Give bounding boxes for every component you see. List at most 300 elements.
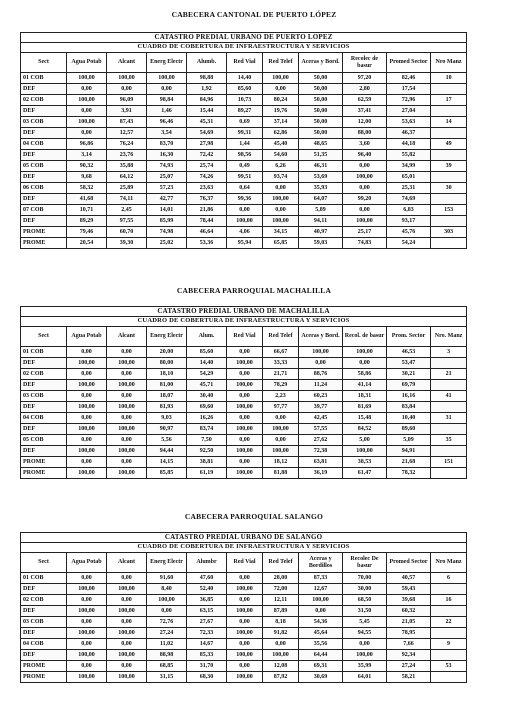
block-count [431,650,467,661]
column-header: Red Vial [227,327,263,347]
table-cell: 88,76 [299,369,343,380]
table-cell: 80,24 [263,95,299,106]
row-label: PROME [21,468,67,479]
table-cell: 3,14 [67,150,107,161]
table-cell: 53,47 [387,358,431,369]
table-cell: 60,32 [387,606,431,617]
table-cell: 88,00 [343,128,387,139]
row-label: 04 COB [21,413,67,424]
table-cell: 16,30 [147,150,187,161]
table-cell: 94,91 [387,446,431,457]
row-label: DEF [21,402,67,413]
table-cell: 47,60 [187,573,227,584]
table-cell: 18,31 [343,391,387,402]
table-cell: 65,01 [387,172,431,183]
table-cell: 0,00 [107,391,147,402]
table-cell: 0,00 [107,435,147,446]
table-cell: 50,00 [299,84,343,95]
table-cell: 91,60 [147,573,187,584]
table-row [21,468,467,479]
table-cell: 96,86 [67,139,107,150]
row-label: 05 COB [21,435,67,446]
table-cell: 0,00 [227,595,263,606]
table-cell: 0,00 [67,617,107,628]
table-cell: 0,00 [147,606,187,617]
column-header: Alum. [187,327,227,347]
table-row [21,595,467,606]
table-cell: 100,00 [343,347,387,358]
table-cell: 0,00 [107,661,147,672]
table-cell: 72,33 [187,628,227,639]
table-row [21,369,467,380]
table-cell: 69,31 [299,661,343,672]
table-cell: 36,19 [299,468,343,479]
table-cell: 54,60 [263,150,299,161]
table-row [21,573,467,584]
table-cell: 0,00 [227,457,263,468]
table-cell: 0,00 [67,595,107,606]
table-cell: 0,00 [67,573,107,584]
table-cell: 6,26 [263,161,299,172]
table-cell: 40,97 [299,227,343,238]
table-cell: 14,67 [187,639,227,650]
block-count [431,606,467,617]
table-cell: 31,15 [147,672,187,683]
column-header: Alumbr [187,553,227,573]
table-cell: 11,02 [147,639,187,650]
table-cell: 9,03 [147,413,187,424]
table-cell: 100,00 [107,468,147,479]
block-count: 303 [431,227,467,238]
table-cell: 0,00 [263,435,299,446]
table-cell: 90,32 [67,161,107,172]
table-cell: 62,59 [343,95,387,106]
table-cell: 3,91 [107,106,147,117]
table-cell: 58,32 [67,183,107,194]
table-cell: 38,81 [187,457,227,468]
table-row [21,117,467,128]
table-cell: 21,86 [187,205,227,216]
table-cell: 27,62 [299,435,343,446]
table-row [21,380,467,391]
table-cell: 72,96 [387,95,431,106]
table-cell: 89,60 [387,424,431,435]
column-header: Agua Potab [67,553,107,573]
table-cell: 100,00 [299,595,343,606]
table-cell: 30,69 [299,672,343,683]
table-cell: 80,00 [147,358,187,369]
table-cell: 100,00 [67,672,107,683]
table-cell: 60,23 [299,391,343,402]
table-cell: 35,99 [343,661,387,672]
table-cell: 98,88 [187,73,227,84]
table-cell: 99,31 [227,128,263,139]
table-cell: 53,36 [187,238,227,249]
table-cell: 98,84 [147,95,187,106]
table-cell: 20,00 [147,347,187,358]
column-header: Prom. Sector [387,327,431,347]
table-row [21,617,467,628]
column-header: Aceras y Bord. [299,53,343,73]
block-count: 41 [431,391,467,402]
table-subcaption: CUADRO DE COBERTURA DE INFRAESTRUCTURA Y SERVICIOS [21,543,467,553]
row-label: DEF [21,150,67,161]
row-label: DEF [21,106,67,117]
table-cell: 100,00 [107,358,147,369]
table-cell: 100,00 [227,216,263,227]
table-row [21,424,467,435]
table-cell: 50,00 [299,95,343,106]
block-count [431,84,467,95]
block-count [431,380,467,391]
table-cell: 87,89 [263,606,299,617]
row-label: 02 COB [21,95,67,106]
row-label: 01 COB [21,73,67,84]
table-cell: 0,00 [343,358,387,369]
table-cell: 0,00 [263,205,299,216]
column-header: Sect [21,53,67,73]
table-cell: 100,00 [107,628,147,639]
table-cell: 1,46 [147,106,187,117]
coverage-table-machalilla [20,306,467,479]
table-cell: 78,95 [387,628,431,639]
table-cell: 0,00 [107,573,147,584]
row-label: 04 COB [21,139,67,150]
table-cell: 0,00 [107,84,147,95]
table-cell: 85,99 [147,216,187,227]
table-cell: 5,09 [387,435,431,446]
table-cell: 0,00 [299,606,343,617]
table-cell: 23,76 [107,150,147,161]
column-header: Agua Potab [67,53,107,73]
table-cell: 96,40 [343,150,387,161]
table-row [21,161,467,172]
row-label: PROME [21,672,67,683]
table-cell: 0,00 [343,639,387,650]
table-cell: 8,18 [263,617,299,628]
block-count: 31 [431,413,467,424]
table-cell: 41,14 [343,380,387,391]
table-cell: 74,83 [343,238,387,249]
table-subcaption: CUADRO DE COBERTURA DE INFRAESTRUCTURA Y SERVICIOS [21,43,467,53]
row-label: 02 COB [21,595,67,606]
block-count: 14 [431,117,467,128]
row-label: DEF [21,128,67,139]
table-cell: 54,69 [187,128,227,139]
column-header: Promed Sector [387,53,431,73]
block-count: 6 [431,573,467,584]
block-count [431,194,467,205]
table-cell: 0,00 [343,161,387,172]
table-cell: 100,00 [343,216,387,227]
table-row [21,639,467,650]
table-row [21,172,467,183]
table-cell: 100,00 [67,650,107,661]
block-count: 17 [431,95,467,106]
table-cell: 76,37 [187,194,227,205]
table-cell: 0,69 [227,117,263,128]
table-cell: 100,00 [107,606,147,617]
column-header: Nro. Manz [431,327,467,347]
table-row [21,106,467,117]
block-count [431,238,467,249]
table-cell: 34,99 [387,161,431,172]
table-cell: 0,00 [107,369,147,380]
table-cell: 18,10 [147,369,187,380]
row-label: 01 COB [21,573,67,584]
table-cell: 5,00 [343,435,387,446]
table-row [21,650,467,661]
table-row [21,672,467,683]
table-cell: 63,81 [299,457,343,468]
table-cell: 5,89 [299,205,343,216]
table-cell: 100,00 [107,650,147,661]
table-cell: 21,68 [387,457,431,468]
table-cell: 63,15 [187,606,227,617]
table-cell: 0,00 [227,617,263,628]
table-cell: 72,38 [299,446,343,457]
table-cell: 100,00 [67,468,107,479]
table-cell: 44,18 [387,139,431,150]
table-cell: 2,45 [107,205,147,216]
table-cell: 92,34 [387,650,431,661]
table-row [21,446,467,457]
table-cell: 0,00 [67,413,107,424]
table-cell: 0,49 [227,161,263,172]
table-row [21,238,467,249]
table-cell: 84,52 [343,424,387,435]
table-cell: 72,42 [187,150,227,161]
table-cell: 30,21 [387,369,431,380]
table-cell: 70,00 [343,573,387,584]
table-cell: 100,00 [227,628,263,639]
block-count: 22 [431,617,467,628]
table-cell: 16,26 [187,413,227,424]
table-cell: 100,00 [227,424,263,435]
table-cell: 97,20 [343,73,387,84]
table-cell: 12,08 [263,661,299,672]
table-cell: 27,98 [187,139,227,150]
table-cell: 28,00 [263,573,299,584]
column-header: Aceras y Bord. [299,327,343,347]
table-cell: 1,92 [187,84,227,95]
table-row [21,435,467,446]
table-cell: 74,98 [147,227,187,238]
table-cell: 11,24 [299,380,343,391]
table-cell: 99,36 [227,194,263,205]
table-cell: 87,33 [299,573,343,584]
table-cell: 0,00 [67,347,107,358]
table-cell: 100,00 [67,73,107,84]
table-cell: 45,31 [187,117,227,128]
row-label: PROME [21,661,67,672]
column-header: Alcant [107,53,147,73]
table-row [21,128,467,139]
table-cell: 81,69 [343,402,387,413]
column-header: Energ Electr [147,553,187,573]
table-cell: 100,00 [263,216,299,227]
table-cell: 45,71 [187,380,227,391]
table-cell: 35,88 [107,161,147,172]
row-label: DEF [21,606,67,617]
table-cell: 0,00 [343,205,387,216]
block-count: 39 [431,161,467,172]
table-cell: 8,40 [147,584,187,595]
table-cell: 100,00 [67,358,107,369]
table-row [21,150,467,161]
table-cell: 97,77 [263,402,299,413]
table-cell: 30,00 [343,584,387,595]
table-cell: 100,00 [107,584,147,595]
column-header: Promed Sector [387,553,431,573]
table-cell: 53,63 [387,117,431,128]
table-cell: 0,00 [227,435,263,446]
table-cell: 100,00 [107,402,147,413]
table-row [21,194,467,205]
table-cell: 0,00 [343,183,387,194]
row-label: PROME [21,227,67,238]
table-cell: 100,00 [107,424,147,435]
table-cell: 48,65 [299,139,343,150]
table-cell: 99,20 [343,194,387,205]
row-label: DEF [21,446,67,457]
table-cell: 46,64 [187,227,227,238]
table-cell: 0,00 [67,639,107,650]
column-header: Nro Manz [431,553,467,573]
table-cell: 1,44 [227,139,263,150]
table-cell: 36,85 [187,595,227,606]
section-title-salango: CABECERA PARROQUIAL SALANGO [184,512,324,521]
table-cell: 12,11 [263,595,299,606]
table-cell: 23,63 [187,183,227,194]
table-cell: 60,70 [107,227,147,238]
table-cell: 53,69 [299,172,343,183]
table-cell: 68,50 [343,595,387,606]
table-cell: 87,92 [263,672,299,683]
table-cell: 100,00 [67,95,107,106]
row-label: PROME [21,457,67,468]
table-cell: 58,21 [387,672,431,683]
table-cell: 85,85 [147,468,187,479]
table-cell: 96,46 [147,117,187,128]
table-cell: 35,93 [299,183,343,194]
table-cell: 100,00 [227,446,263,457]
table-cell: 100,00 [107,380,147,391]
table-cell: 100,00 [263,73,299,84]
block-count: 153 [431,205,467,216]
table-row [21,402,467,413]
table-cell: 69,60 [187,402,227,413]
table-cell: 17,54 [387,84,431,95]
table-cell: 12,57 [107,128,147,139]
table-cell: 0,00 [227,661,263,672]
table-cell: 57,23 [147,183,187,194]
table-cell: 0,00 [67,128,107,139]
table-cell: 100,00 [67,584,107,595]
table-cell: 100,00 [67,117,107,128]
table-cell: 0,00 [107,457,147,468]
row-label: DEF [21,380,67,391]
table-caption: CATASTRO PREDIAL URBANO DE PUERTO LOPEZ [21,33,467,43]
table-cell: 50,00 [299,106,343,117]
table-cell: 51,35 [299,150,343,161]
table-cell: 0,00 [107,347,147,358]
table-cell: 54,29 [187,369,227,380]
table-cell: 5,56 [147,435,187,446]
row-label: 02 COB [21,369,67,380]
column-header: Recol. de basur [343,327,387,347]
table-cell: 100,00 [147,73,187,84]
table-cell: 72,00 [263,584,299,595]
table-cell: 16,16 [387,391,431,402]
table-cell: 95,94 [227,238,263,249]
table-cell: 14,01 [147,205,187,216]
table-row [21,347,467,358]
block-count [431,358,467,369]
table-cell: 59,43 [387,584,431,595]
table-cell: 81,00 [147,380,187,391]
table-cell: 94,55 [343,628,387,639]
table-cell: 21,05 [387,617,431,628]
table-row [21,216,467,227]
row-label: PROME [21,238,67,249]
table-cell: 0,00 [227,369,263,380]
block-count [431,402,467,413]
row-label: 03 COB [21,617,67,628]
table-row [21,227,467,238]
table-cell: 7,66 [387,639,431,650]
row-label: 05 COB [21,161,67,172]
table-cell: 57,55 [299,424,343,435]
table-cell: 25,07 [147,172,187,183]
table-cell: 54,24 [387,238,431,249]
table-cell: 41,68 [67,194,107,205]
table-cell: 100,00 [343,650,387,661]
table-cell: 38,53 [343,457,387,468]
table-cell: 55,82 [387,150,431,161]
column-header: Recolec de basur [343,53,387,73]
table-row [21,358,467,369]
table-cell: 58,86 [343,369,387,380]
table-cell: 27,24 [147,628,187,639]
table-row [21,661,467,672]
table-cell: 85,60 [227,84,263,95]
table-cell: 74,69 [387,194,431,205]
table-cell: 82,46 [387,73,431,84]
block-count [431,584,467,595]
table-row [21,183,467,194]
table-cell: 18,12 [263,457,299,468]
table-cell: 94,44 [147,446,187,457]
table-cell: 45,76 [387,227,431,238]
column-header: Red Vial [227,553,263,573]
table-cell: 46,31 [299,161,343,172]
row-label: 04 COB [21,639,67,650]
table-caption: CATASTRO PREDIAL URBANO DE SALANGO [21,533,467,543]
table-cell: 0,00 [227,205,263,216]
table-cell: 100,00 [227,402,263,413]
block-count [431,150,467,161]
table-row [21,205,467,216]
table-cell: 0,00 [263,413,299,424]
table-cell: 93,74 [263,172,299,183]
table-cell: 81,88 [263,468,299,479]
table-cell: 83,70 [147,139,187,150]
column-header: Energ Electr [147,53,187,73]
table-cell: 62,86 [263,128,299,139]
table-cell: 100,00 [343,172,387,183]
table-cell: 69,79 [387,380,431,391]
